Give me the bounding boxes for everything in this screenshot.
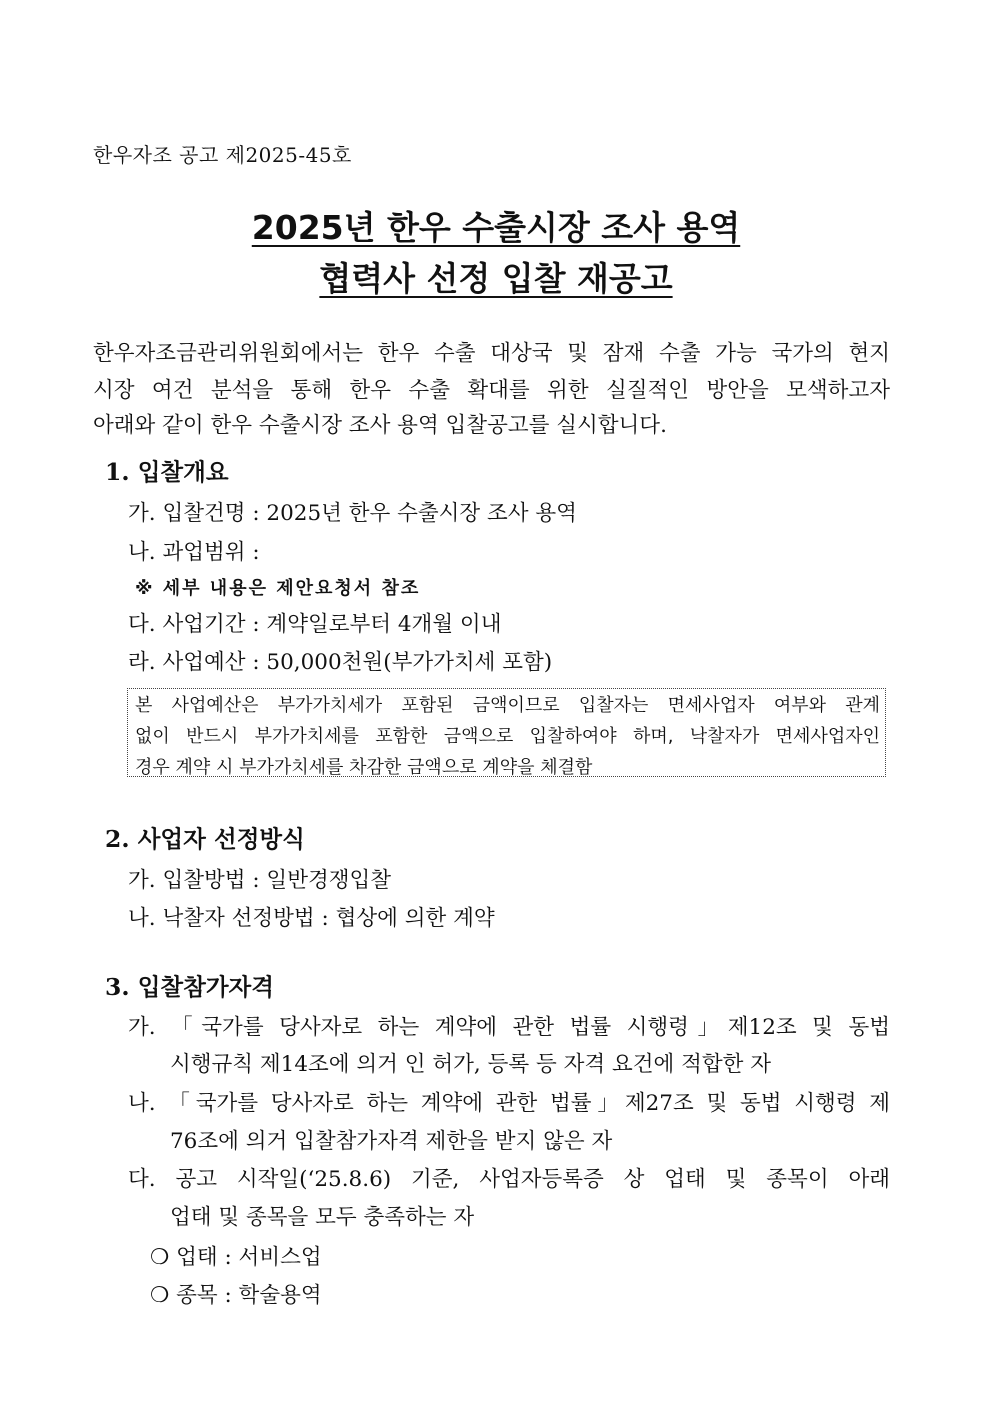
item-project-budget: 라. 사업예산 : 50,000천원(부가가치세 포함) — [128, 650, 553, 675]
item-project-period: 다. 사업기간 : 계약일로부터 4개월 이내 — [128, 612, 502, 637]
eligibility-item-da: 다. 공고 시작일(‘25.8.6) 기준, 사업자등록증 상 업태 및 종목이 아래 — [128, 1167, 890, 1192]
budget-note-line: 경우 계약 시 부가가치세를 차감한 금액으로 계약을 체결함 — [135, 757, 593, 778]
item-bid-method: 가. 입찰방법 : 일반경쟁입찰 — [128, 868, 392, 893]
eligibility-item-na: 나. 「국가를 당사자로 하는 계약에 관한 법률」제27조 및 동법 시행령 제 — [128, 1091, 890, 1116]
eligibility-item-ga: 가. 「국가를 당사자로 하는 계약에 관한 법률 시행령」제12조 및 동법 — [128, 1015, 890, 1040]
document-title-line2: 협력사 선정 입찰 재공고 — [319, 259, 673, 298]
item-bid-name: 가. 입찰건명 : 2025년 한우 수출시장 조사 용역 — [128, 501, 577, 526]
note-refer-rfp: ※ 세부 내용은 제안요청서 참조 — [135, 578, 421, 599]
intro-paragraph-line: 시장 여건 분석을 통해 한우 수출 확대를 위한 실질적인 방안을 모색하고자 — [93, 378, 890, 403]
bullet-business-item: ❍ 종목 : 학술용역 — [150, 1283, 322, 1308]
section-heading-selection-method: 2. 사업자 선정방식 — [105, 825, 305, 853]
bullet-business-type: ❍ 업태 : 서비스업 — [150, 1245, 322, 1270]
eligibility-item-na-cont: 76조에 의거 입찰참가자격 제한을 받지 않은 자 — [170, 1129, 613, 1154]
item-winner-selection: 나. 낙찰자 선정방법 : 협상에 의한 계약 — [128, 906, 495, 931]
document-title-line1: 2025년 한우 수출시장 조사 용역 — [251, 208, 741, 247]
section-heading-bid-overview: 1. 입찰개요 — [105, 458, 229, 486]
budget-note-line: 본 사업예산은 부가가치세가 포함된 금액이므로 입찰자는 면세사업자 여부와 관계 — [135, 695, 880, 716]
eligibility-item-da-cont: 업태 및 종목을 모두 충족하는 자 — [170, 1205, 475, 1230]
budget-note-line: 없이 반드시 부가가치세를 포함한 금액으로 입찰하여야 하며, 낙찰자가 면세사업자인 — [135, 726, 880, 747]
notice-number: 한우자조 공고 제2025-45호 — [93, 143, 352, 167]
item-work-scope: 나. 과업범위 : — [128, 540, 260, 565]
intro-paragraph-line: 한우자조금관리위원회에서는 한우 수출 대상국 및 잠재 수출 가능 국가의 현지 — [93, 341, 890, 366]
intro-paragraph-line: 아래와 같이 한우 수출시장 조사 용역 입찰공고를 실시합니다. — [93, 413, 667, 438]
eligibility-item-ga-cont: 시행규칙 제14조에 의거 인 허가, 등록 등 자격 요건에 적합한 자 — [170, 1052, 771, 1077]
section-heading-eligibility: 3. 입찰참가자격 — [105, 973, 274, 1001]
